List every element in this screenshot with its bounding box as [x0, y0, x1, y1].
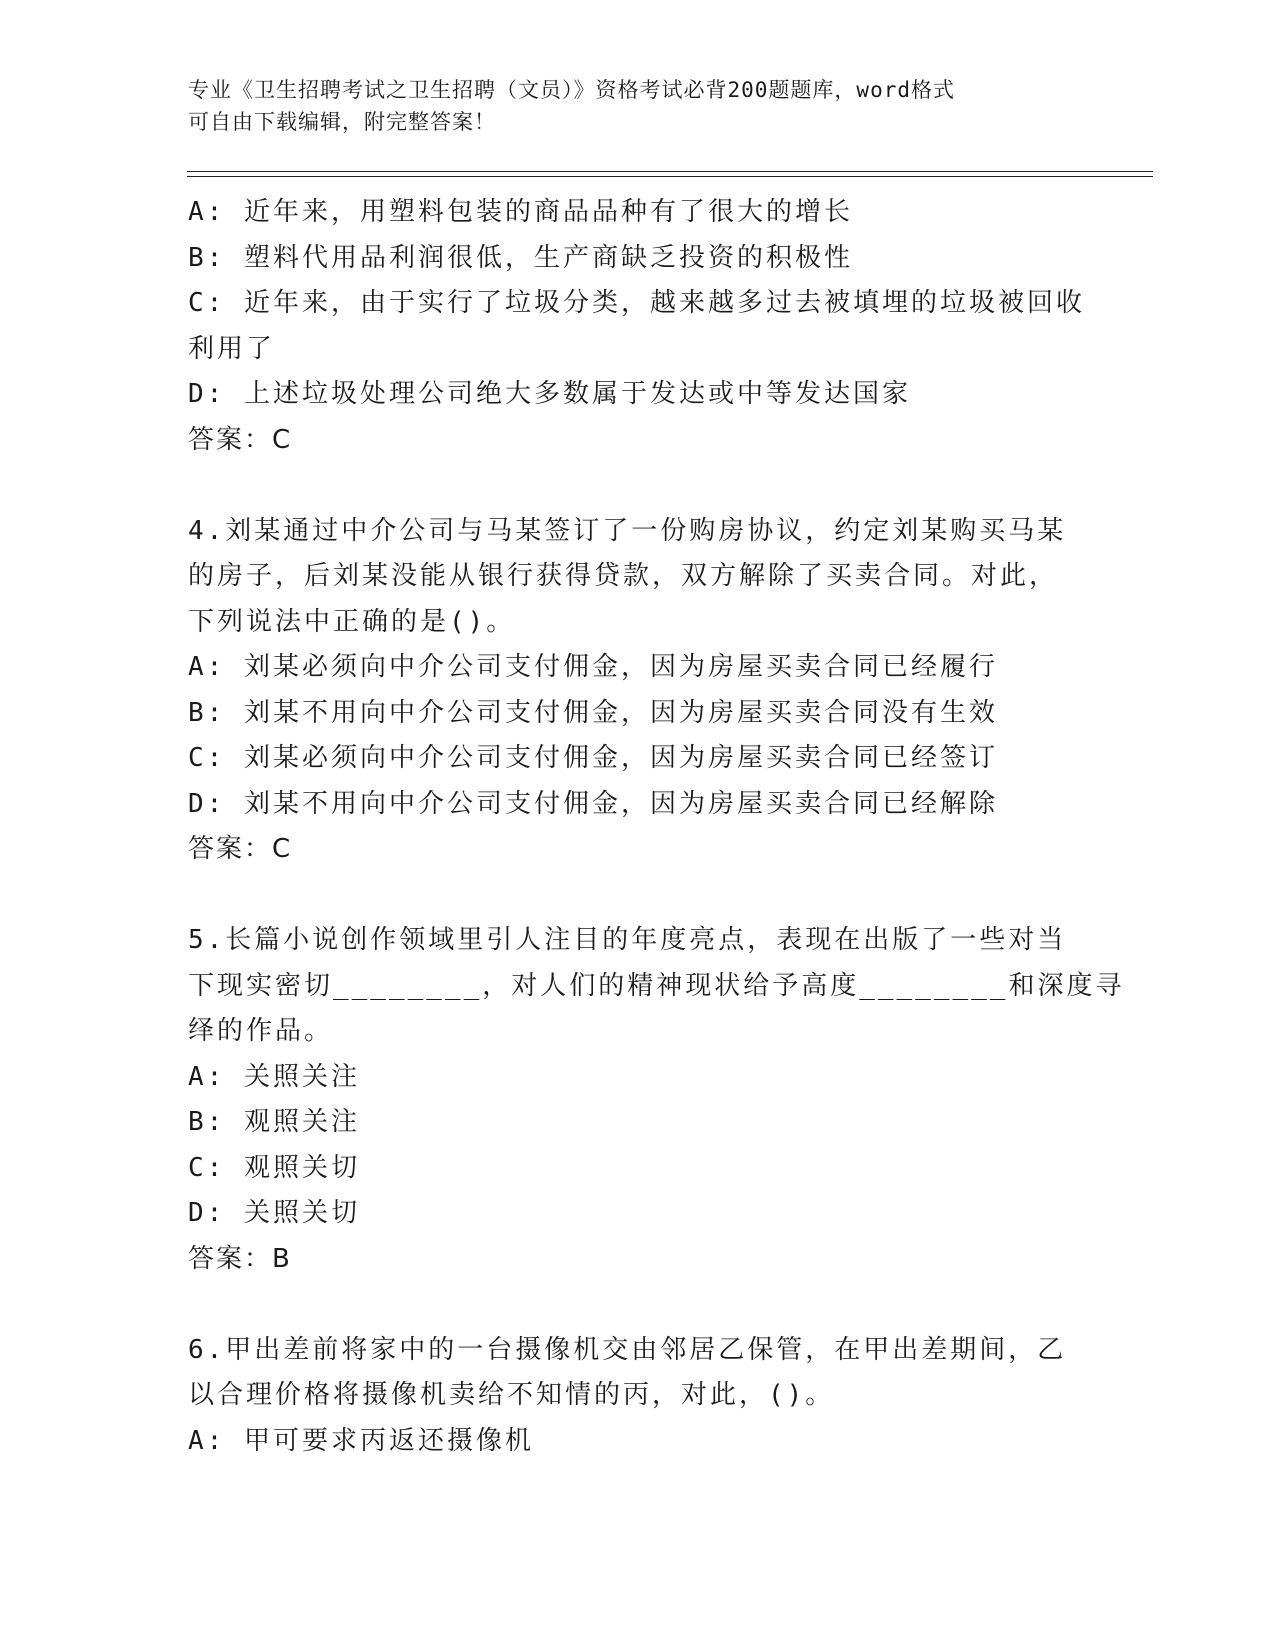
- option-b: B: 塑料代用品利润很低，生产商缺乏投资的积极性: [188, 242, 853, 273]
- question-5: [188, 918, 1125, 1282]
- answer-line: 答案：C: [188, 834, 293, 864]
- header-divider-top: [187, 171, 1153, 172]
- question-spacer: [188, 463, 1088, 509]
- question-spacer: [188, 873, 1088, 919]
- question-spacer: [188, 1282, 1088, 1328]
- option-a: A: 近年来，用塑料包装的商品品种有了很大的增长: [188, 197, 853, 227]
- option-d: D: 刘某不用向中介公司支付佣金，因为房屋买卖合同已经解除: [188, 788, 998, 819]
- answer-line: 答案：B: [188, 1243, 292, 1274]
- header-title-line-1: 专业《卫生招聘考试之卫生招聘（文员）》资格考试必背200题题库，word格式: [188, 78, 955, 102]
- question-stem: 6.甲出差前将家中的一台摄像机交由邻居乙保管，在甲出差期间，乙: [188, 1334, 1067, 1365]
- question-4: [188, 509, 1088, 873]
- option-c: C: 观照关切: [188, 1152, 360, 1183]
- option-d: D: 上述垃圾处理公司绝大多数属于发达或中等发达国家: [188, 379, 911, 409]
- question-stem: 4.刘某通过中介公司与马某签订了一份购房协议，约定刘某购买马某: [188, 515, 1067, 546]
- question-stem: 下列说法中正确的是()。: [188, 606, 516, 637]
- question-stem: 的房子，后刘某没能从银行获得贷款，双方解除了买卖合同。对此，: [188, 561, 1059, 591]
- question-6: [188, 1328, 1088, 1465]
- document-header: [188, 74, 1068, 138]
- question-content: [188, 190, 1125, 1464]
- header-title-line-2: 可自由下载编辑，附完整答案！: [188, 110, 496, 134]
- option-a: A: 甲可要求丙返还摄像机: [188, 1425, 534, 1456]
- option-a: A: 刘某必须向中介公司支付佣金，因为房屋买卖合同已经履行: [188, 652, 998, 682]
- option-b: B: 观照关注: [188, 1107, 360, 1137]
- question-stem: 5.长篇小说创作领域里引人注目的年度亮点，表现在出版了一些对当: [188, 925, 1067, 955]
- header-divider-bottom: [187, 176, 1153, 177]
- question-3-continued: [188, 190, 1088, 463]
- question-stem: 以合理价格将摄像机卖给不知情的丙，对此，()。: [188, 1380, 835, 1410]
- question-stem: 下现实密切________，对人们的精神现状给予高度________和深度寻: [188, 970, 1125, 1001]
- option-c: C: 刘某必须向中介公司支付佣金，因为房屋买卖合同已经签订: [188, 743, 998, 773]
- option-d: D: 关照关切: [188, 1198, 360, 1228]
- option-c-continued: 利用了: [188, 333, 276, 364]
- option-a: A: 关照关注: [188, 1061, 360, 1092]
- question-stem: 绎的作品。: [188, 1016, 334, 1046]
- answer-line: 答案：C: [188, 424, 293, 455]
- option-b: B: 刘某不用向中介公司支付佣金，因为房屋买卖合同没有生效: [188, 697, 998, 728]
- option-c: C: 近年来，由于实行了垃圾分类，越来越多过去被填埋的垃圾被回收: [188, 288, 1085, 318]
